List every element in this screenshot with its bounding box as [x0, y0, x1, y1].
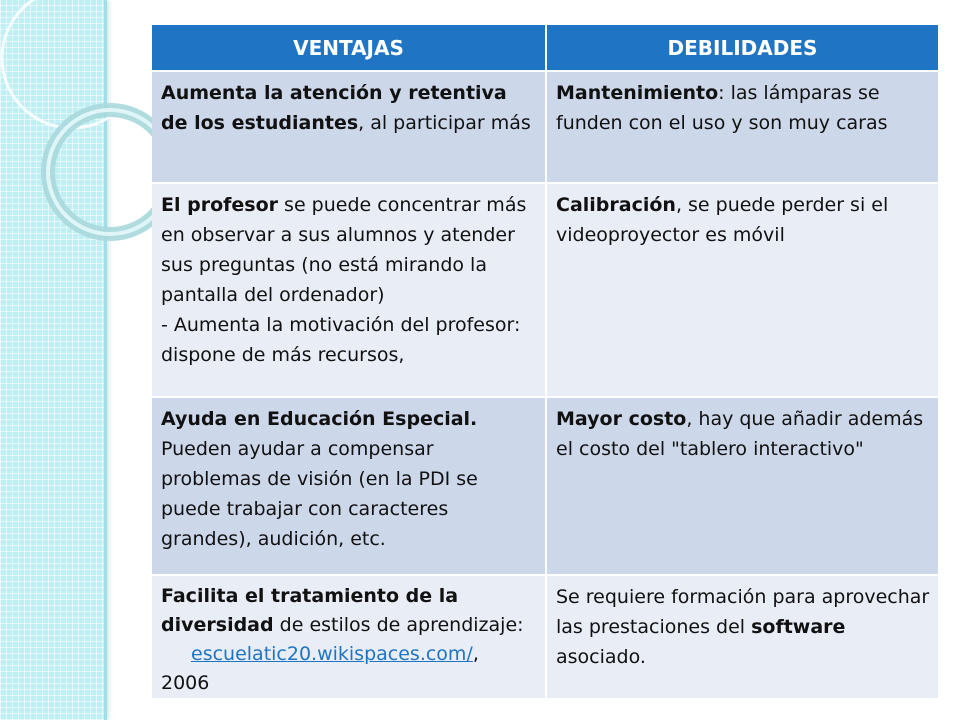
table-row — [152, 575, 938, 698]
cell-bold-text: Ayuda en Educación Especial. — [161, 408, 478, 430]
debilidad-cell — [546, 183, 938, 397]
cell-text: Pueden ayudar a compensar problemas de visión (en la PDI se puede trabajar con caracteres grandes), audición, etc. — [161, 438, 478, 550]
cell-text: Se requiere formación para aprovechar las prestaciones del — [556, 586, 930, 638]
table-row — [152, 397, 938, 575]
cell-bold-text: El profesor — [161, 194, 279, 216]
cell-text: : las lámparas se funden con el uso y son muy caras — [556, 82, 888, 134]
ventaja-cell — [152, 397, 546, 575]
header-ventajas: VENTAJAS — [152, 25, 546, 71]
ventaja-cell — [152, 71, 546, 183]
cell-text: se puede concentrar más en observar a sus alumnos y atender sus preguntas (no está mirando la pantalla del ordenador) — [161, 194, 527, 306]
cell-text: , — [472, 643, 479, 665]
comparison-table — [152, 25, 938, 698]
debilidad-cell — [546, 575, 938, 698]
table-row — [152, 183, 938, 397]
table-header-row — [152, 25, 938, 71]
debilidad-cell — [546, 71, 938, 183]
ventaja-cell — [152, 183, 546, 397]
cell-text: , se puede perder si el videoproyector es móvil — [556, 194, 889, 246]
cell-bold-text: Mayor costo — [556, 408, 687, 430]
wiki-link[interactable]: escuelatic20.wikispaces.com/ — [191, 643, 473, 665]
cell-text: , al participar más — [358, 112, 531, 134]
cell-text: de estilos de aprendizaje: — [273, 614, 524, 636]
decorative-circles — [0, 0, 140, 320]
cell-text: 2006 — [161, 672, 210, 694]
header-debilidades: DEBILIDADES — [546, 25, 938, 71]
cell-bold-text: Mantenimiento — [556, 82, 719, 104]
debilidad-cell — [546, 397, 938, 575]
cell-text: asociado. — [556, 646, 646, 668]
table-row — [152, 71, 938, 183]
cell-bold-text: software — [751, 616, 846, 638]
cell-bold-text: Facilita el tratamiento de la diversidad — [161, 585, 459, 636]
cell-bold-text: Calibración — [556, 194, 676, 216]
ventaja-cell — [152, 575, 546, 698]
cell-text: , hay que añadir además el costo del "tablero interactivo" — [556, 408, 924, 460]
cell-text: - Aumenta la motivación del profesor: dispone de más recursos, — [161, 314, 521, 366]
cell-bold-text: Aumenta la atención y retentiva de los estudiantes — [161, 82, 507, 134]
